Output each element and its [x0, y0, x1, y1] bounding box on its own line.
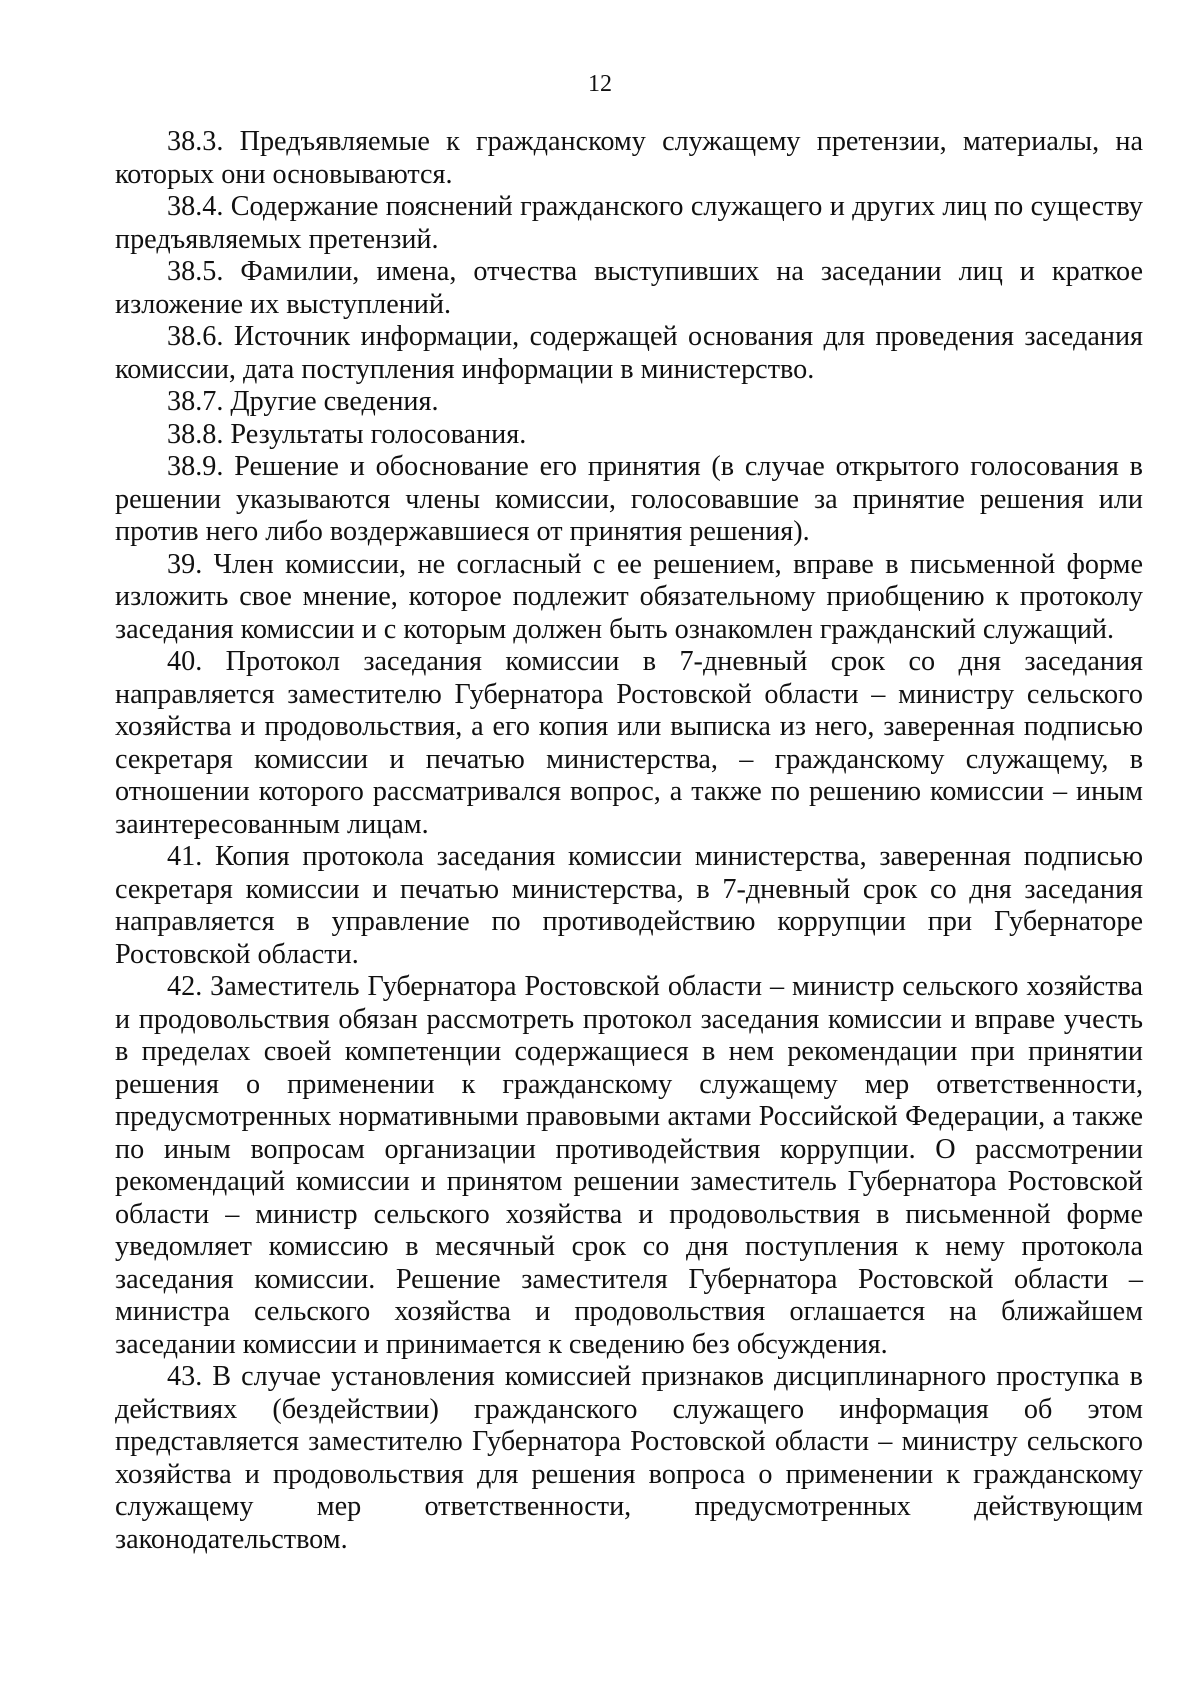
paragraph-39: 39. Член комиссии, не согласный с ее решением, вправе в письменной форме изложить свое мнение, которое подлежит обязательному приобщению к протоколу заседания комиссии и с которым должен быть ознакомлен гражданский служащий. — [115, 548, 1143, 645]
paragraph-38-5: 38.5. Фамилии, имена, отчества выступивших на заседании лиц и краткое изложение их выступлений. — [115, 256, 1143, 320]
paragraph-38-8: 38.8. Результаты голосования. — [167, 418, 527, 450]
paragraph-38-9: 38.9. Решение и обоснование его принятия (в случае открытого голосования в решении указываются члены комиссии, голосовавшие за принятие решения или против него либо воздержавшиеся от принятия решения). — [115, 451, 1143, 547]
paragraph-41: 41. Копия протокола заседания комиссии министерства, заверенная подписью секретаря комиссии и печатью министерства, в 7-дневный срок со дня заседания направляется в управление по противодействию коррупции при Губернаторе Ростовской области. — [115, 841, 1143, 970]
page-number: 12 — [588, 71, 612, 97]
paragraph-42: 42. Заместитель Губернатора Ростовской области – министр сельского хозяйства и продовольствия обязан рассмотреть протокол заседания комиссии и вправе учесть в пределах своей компетенции содержащиеся в нем рекомендации при принятии решения о применении к гражданскому служащему мер ответственности, предусмотренных нормативными правовыми актами Российской Федерации, а также по иным вопросам организации противодействия коррупции. О рассмотрении рекомендаций комиссии и принятом решении заместитель Губернатора Ростовской области – министр сельского хозяйства и продовольствия в письменной форме уведомляет комиссию в месячный срок со дня поступления к нему протокола заседания комиссии. Решение заместителя Губернатора Ростовской области – министра сельского хозяйства и продовольствия оглашается на ближайшем заседании комиссии и принимается к сведению без обсуждения. — [115, 971, 1143, 1360]
paragraph-38-3: 38.3. Предъявляемые к гражданскому служащему претензии, материалы, на которых они основываются. — [115, 126, 1143, 190]
paragraph-40: 40. Протокол заседания комиссии в 7-дневный срок со дня заседания направляется заместителю Губернатора Ростовской области – министру сельского хозяйства и продовольствия, а его копия или выписка из него, заверенная подписью секретаря комиссии и печатью министерства, – гражданскому служащему, в отношении которого рассматривался вопрос, а также по решению комиссии – иным заинтересованным лицам. — [115, 646, 1143, 840]
paragraph-38-4: 38.4. Содержание пояснений гражданского служащего и других лиц по существу предъявляемых претензий. — [115, 191, 1143, 255]
document-body — [115, 126, 1143, 1556]
paragraph-43: 43. В случае установления комиссией признаков дисциплинарного проступка в действиях (бездействии) гражданского служащего информация об этом представляется заместителю Губернатора Ростовской области – министру сельского хозяйства и продовольствия для решения вопроса о применении к гражданскому служащему мер ответственности, предусмотренных действующим законодательством. — [115, 1361, 1143, 1555]
paragraph-38-6: 38.6. Источник информации, содержащей основания для проведения заседания комиссии, дата поступления информации в министерство. — [115, 321, 1143, 385]
paragraph-38-7: 38.7. Другие сведения. — [167, 386, 439, 417]
